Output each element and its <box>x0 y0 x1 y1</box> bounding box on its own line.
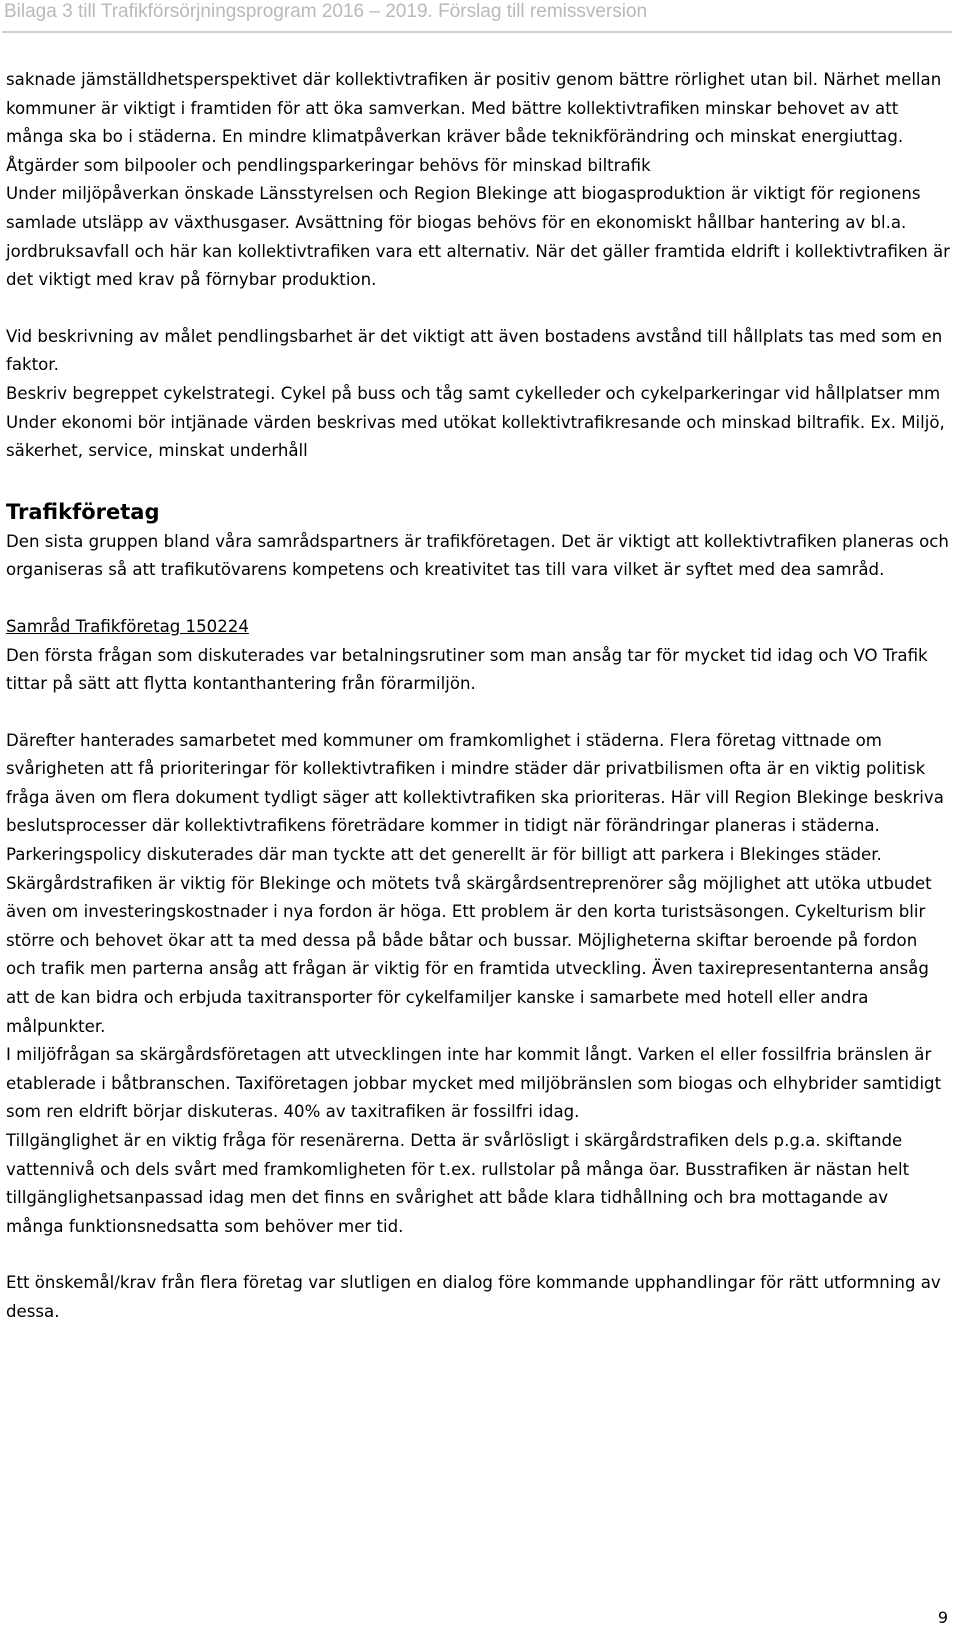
body-paragraph: Under ekonomi bör intjänade värden beskrivas med utökat kollektivtrafikresande och minskad biltrafik. Ex. Miljö, säkerhet, service, minskat underhåll <box>6 412 945 461</box>
body-paragraph: saknade jämställdhetsperspektivet där kollektivtrafiken är positiv genom bättre rörlighet utan bil. Närhet mellan kommuner är viktigt i framtiden för att öka samverkan. Med bättre kollektivtrafiken minskar behovet av att många ska bo i städerna. En mindre klimatpåverkan kräver både teknikförändring och minskat energiuttag. Åtgärder som bilpooler och pendlingsparkeringar behövs för minskad biltrafik <box>6 70 942 175</box>
document-body <box>6 66 950 1327</box>
paragraph-spacer <box>6 295 950 323</box>
body-paragraph: Skärgårdstrafiken är viktig för Blekinge och mötets två skärgårdsentreprenörer såg möjlighet att utöka utbudet även om investeringskostnader i nya fordon är höga. Ett problem är den korta turistsäsongen. Cykelturism blir större och behovet ökar att ta med dessa på både båtar och bussar. Möjligheterna skiftar beroende på fordon och trafik men parterna ansåg att frågan är viktig för en framtida utveckling. Även taxirepresentanterna ansåg att de kan bidra och erbjuda taxitransporter för cykelfamiljer kanske i samarbete med hotell eller andra målpunkter. <box>6 873 932 1036</box>
body-paragraph: Parkeringspolicy diskuterades där man tyckte att det generellt är för billigt att parkera i Blekinges städer. <box>6 845 882 865</box>
body-paragraph: Tillgänglighet är en viktig fråga för resenärerna. Detta är svårlösligt i skärgårdstrafiken dels p.g.a. skiftande vattennivå och dels svårt med framkomligheten för t.ex. rullstolar på många öar. Busstrafiken är nästan helt tillgänglighetsanpassad idag men det finns en svårighet att både klara tidhållning och bra mottagande av många funktionsnedsatta som behöver mer tid. <box>6 1131 910 1236</box>
body-paragraph: Vid beskrivning av målet pendlingsbarhet är det viktigt att även bostadens avstånd till hållplats tas med som en faktor. <box>6 326 943 375</box>
paragraph-spacer <box>6 585 950 613</box>
body-paragraph: I miljöfrågan sa skärgårdsföretagen att utvecklingen inte har kommit långt. Varken el eller fossilfria bränslen är etablerade i båtbranschen. Taxiföretagen jobbar mycket med miljöbränslen som biogas och elhybrider samtidigt som ren eldrift börjar diskuteras. 40% av taxitrafiken är fossilfri idag. <box>6 1045 942 1122</box>
paragraph-spacer <box>6 1241 950 1269</box>
closing-paragraph: Ett önskemål/krav från flera företag var slutligen en dialog före kommande upphandlingar för rätt utformning av dessa. <box>6 1273 941 1321</box>
subheading: Samråd Trafikföretag 150224 <box>6 616 249 636</box>
header-divider <box>2 31 952 33</box>
body-paragraph: Därefter hanterades samarbetet med kommuner om framkomlighet i städerna. Flera företag vittnade om svårigheten att få prioriteringar för kollektivtrafiken i mindre städer där privatbilismen ofta är en viktig politisk fråga även om flera dokument tydligt säger att kollektivtrafiken ska prioriteras. Här vill Region Blekinge beskriva beslutsprocesser där kollektivtrafikens företrädare kommer in tidigt när förändringar planeras i städerna. <box>6 730 944 836</box>
body-paragraph: Den första frågan som diskuterades var betalningsrutiner som man ansåg tar för mycket tid idag och VO Trafik tittar på sätt att flytta kontanthantering från förarmiljön. <box>6 645 928 694</box>
body-paragraph: Beskriv begreppet cykelstrategi. Cykel på buss och tåg samt cykelleder och cykelparkeringar vid hållplatser mm <box>6 383 941 403</box>
page-number: 9 <box>937 1608 948 1627</box>
section-intro: Den sista gruppen bland våra samrådspartners är trafikföretagen. Det är viktigt att kollektivtrafiken planeras och organiseras så att trafikutövarens kompetens och kreativitet tas till vara vilket är syftet med dea samråd. <box>6 531 949 580</box>
paragraph-spacer <box>6 699 950 727</box>
section-heading: Trafikföretag <box>6 499 160 524</box>
document-header: Bilaga 3 till Trafikförsörjningsprogram 2016 – 2019. Förslag till remissversion <box>4 1 648 22</box>
paragraph-spacer <box>6 466 950 496</box>
body-paragraph: Under miljöpåverkan önskade Länsstyrelsen och Region Blekinge att biogasproduktion är viktigt för regionens samlade utsläpp av växthusgaser. Avsättning för biogas behövs för en ekonomiskt hållbar hantering av bl.a. jordbruksavfall och här kan kollektivtrafiken vara ett alternativ. När det gäller framtida eldrift i kollektivtrafiken är det viktigt med krav på förnybar produktion. <box>6 184 950 290</box>
